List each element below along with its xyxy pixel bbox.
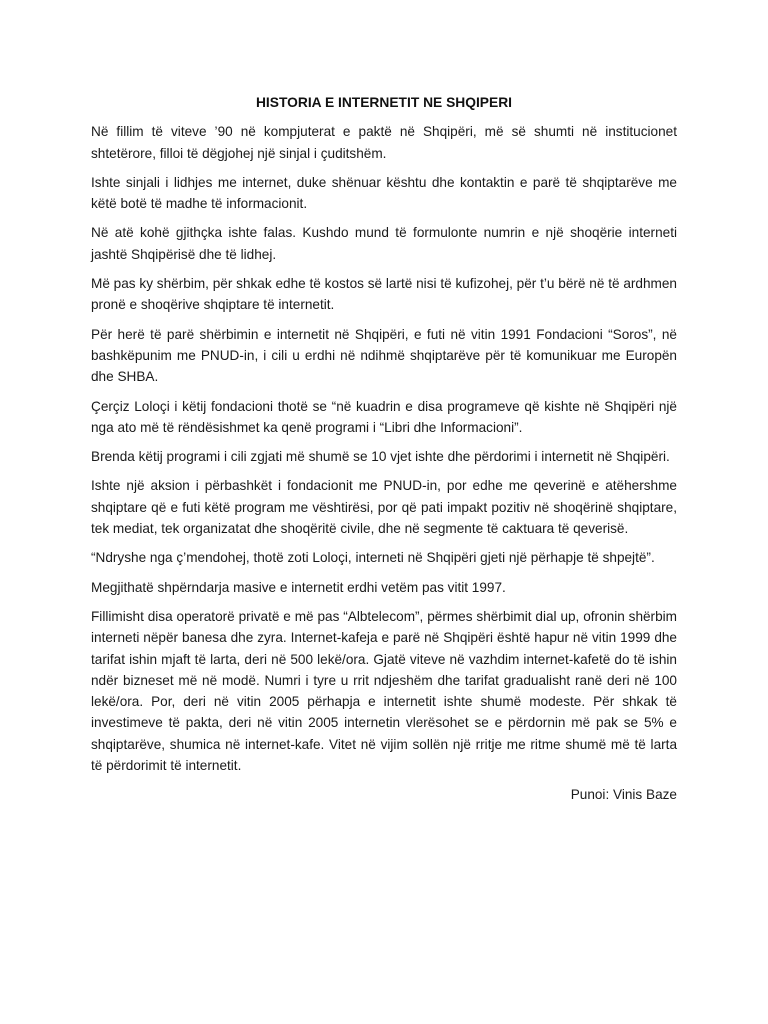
document-body	[91, 92, 677, 806]
paragraph-3: Në atë kohë gjithçka ishte falas. Kushdo mund të formulonte numrin e një shoqërie interneti jashtë Shqipërisë dhe të lidhej.	[91, 225, 677, 262]
paragraph-10: Megjithatë shpërndarja masive e internetit erdhi vetëm pas vitit 1997.	[91, 579, 506, 595]
paragraph-4: Më pas ky shërbim, për shkak edhe të kostos së lartë nisi të kufizohej, për t’u bërë në të ardhmen pronë e shoqërive shqiptare të internetit.	[91, 276, 677, 313]
paragraph-9: “Ndryshe nga ç’mendohej, thotë zoti Loloçi, interneti në Shqipëri gjeti një përhapje të shpejtë”.	[91, 550, 655, 566]
paragraph-7: Brenda këtij programi i cili zgjati më shumë se 10 vjet ishte dhe përdorimi i internetit në Shqipëri.	[91, 449, 670, 465]
author-signature: Punoi: Vinis Baze	[570, 787, 677, 803]
paragraph-8: Ishte një aksion i përbashkët i fondacionit me PNUD-in, por edhe me qeverinë e atëhershme shqiptare që e futi këtë program me vështirësi, por që pati impakt pozitiv në shoqërinë shqiptare, tek mediat, tek organizatat dhe shoqëritë civile, dhe në segmente të caktuara të qeverisë.	[91, 478, 677, 537]
paragraph-11: Fillimisht disa operatorë privatë e më pas “Albtelecom”, përmes shërbimit dial up, ofronin shërbim interneti nëpër banesa dhe zyra. Internet-kafeja e parë në Shqipëri është hapur në vitin 1999 dhe tarifat ishin mjaft të larta, deri në 500 lekë/ora. Gjatë viteve në vazhdim internet-kafetë do të ishin ndër bizneset më në modë. Numri i tyre u rrit ndjeshëm dhe tarifat gradualisht ranë deri në 100 lekë/ora. Por, deri në vitin 2005 përhapja e internetit ishte shumë modeste. Për shkak të investimeve të pakta, deri në vitin 2005 internetin vlerësohet se e përdornin më pak se 5% e shqiptarëve, shumica në internet-kafe. Vitet në vijim sollën një rritje me ritme shumë më të larta të përdorimit të internetit.	[91, 608, 677, 774]
paragraph-6: Çerçiz Loloçi i këtij fondacioni thotë se “në kuadrin e disa programeve që kishte në Shqipëri një nga ato më të rëndësishmet ka qenë programi i “Libri dhe Informacioni”.	[91, 398, 677, 435]
document-title: HISTORIA E INTERNETIT NE SHQIPERI	[255, 95, 513, 110]
paragraph-2: Ishte sinjali i lidhjes me internet, duke shënuar kështu dhe kontaktin e parë të shqiptarëve me këtë botë të madhe të informacionit.	[91, 174, 677, 212]
paragraph-1: Në fillim të viteve ’90 në kompjuterat e paktë në Shqipëri, më së shumti në institucionet shtetërore, filloi të dëgjohej një sinjal i çuditshëm.	[91, 124, 677, 161]
paragraph-5: Për herë të parë shërbimin e internetit në Shqipëri, e futi në vitin 1991 Fondacioni “Soros”, në bashkëpunim me PNUD-in, i cili u erdhi në ndihmë shqiptarëve për të komunikuar me Europën dhe SHBA.	[91, 326, 677, 385]
